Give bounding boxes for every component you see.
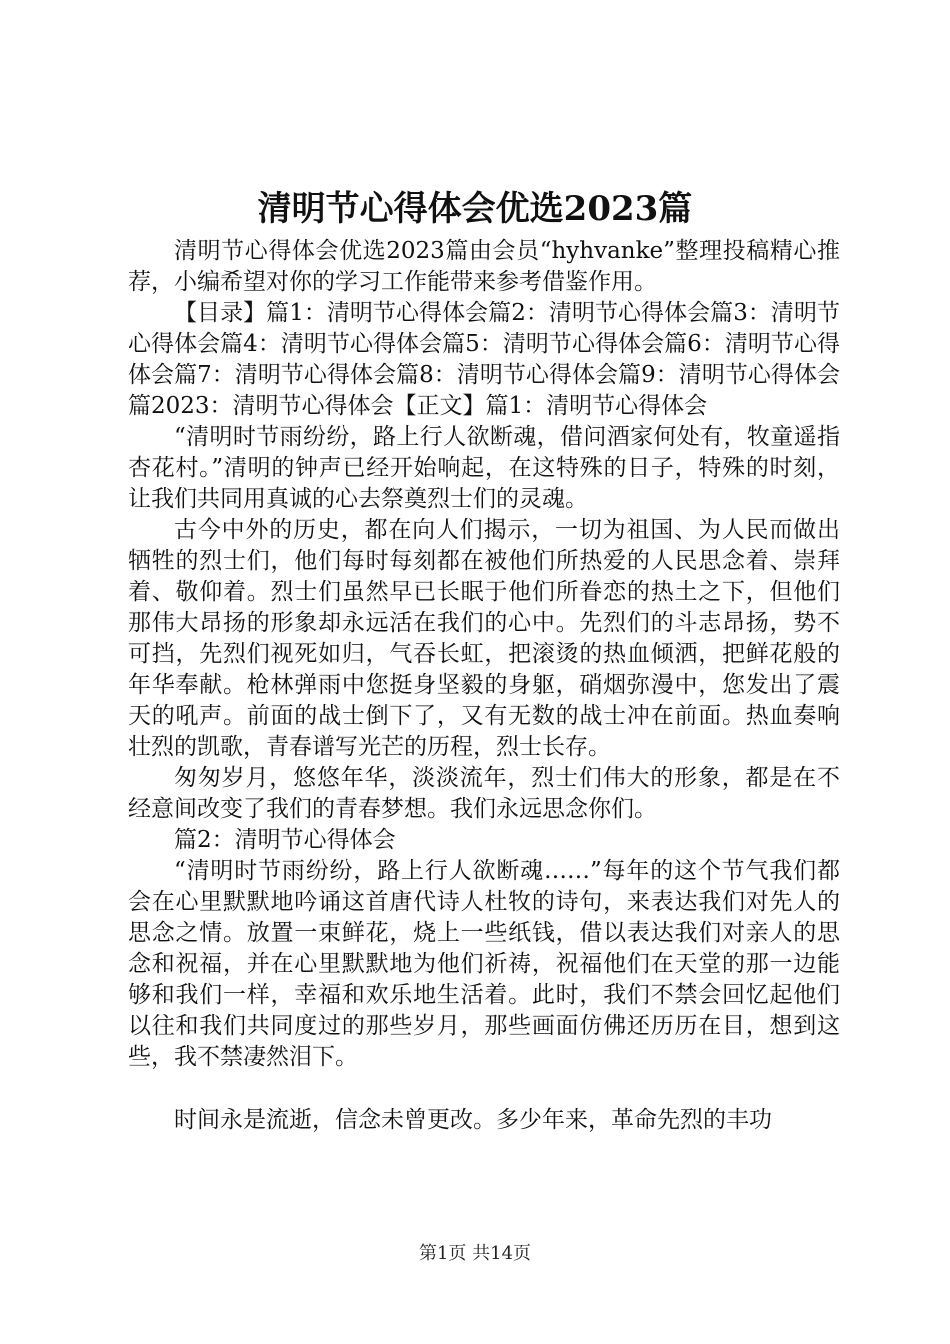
document-body: [128, 236, 840, 1136]
page-footer: 第1页 共14页: [418, 1243, 532, 1264]
body-paragraph: 匆匆岁月，悠悠年华，淡淡流年，烈士们伟大的形象，都是在不经意间改变了我们的青春梦想。我们永远思念你们。: [128, 765, 840, 822]
intro-paragraph: 清明节心得体会优选2023篇由会员“hyhvanke”整理投稿精心推荐，小编希望对你的学习工作能带来参考借鉴作用。: [128, 238, 840, 295]
body-paragraph: 古今中外的历史，都在向人们揭示，一切为祖国、为人民而做出牺牲的烈士们，他们每时每刻都在被他们所热爱的人民思念着、崇拜着、敬仰着。烈士们虽然早已长眠于他们所眷恋的热土之下，但他们那伟大昂扬的形象却永远活在我们的心中。先烈们的斗志昂扬，势不可挡，先烈们视死如归，气吞长虹，把滚烫的热血倾洒，把鲜花般的年华奉献。枪林弹雨中您挺身坚毅的身躯，硝烟弥漫中，您发出了震天的吼声。前面的战士倒下了，又有无数的战士冲在前面。热血奏响壮烈的凯歌，青春谱写光芒的历程，烈士长存。: [128, 517, 840, 760]
section-heading: 篇2：清明节心得体会: [174, 827, 396, 853]
document-title: 清明节心得体会优选2023篇: [257, 189, 693, 229]
body-paragraph: “清明时节雨纷纷，路上行人欲断魂……”每年的这个节气我们都会在心里默默地吟诵这首唐代诗人杜牧的诗句，来表达我们对先人的思念之情。放置一束鲜花，烧上一些纸钱，借以表达我们对亲人的思念和祝福，并在心里默默地为他们祈祷，祝福他们在天堂的那一边能够和我们一样，幸福和欢乐地生活着。此时，我们不禁会回忆起他们以往和我们共同度过的那些岁月，那些画面仿佛还历历在目，想到这些，我不禁凄然泪下。: [128, 858, 840, 1070]
table-of-contents-paragraph: 【目录】篇1：清明节心得体会篇2：清明节心得体会篇3：清明节心得体会篇4：清明节心得体会篇5：清明节心得体会篇6：清明节心得体会篇7：清明节心得体会篇8：清明节心得体会篇9：清明节心得体会篇2023：清明节心得体会【正文】篇1：清明节心得体会: [128, 300, 840, 419]
body-paragraph: “清明时节雨纷纷，路上行人欲断魂，借问酒家何处有，牧童遥指杏花村。”清明的钟声已经开始响起，在这特殊的日子，特殊的时刻，让我们共同用真诚的心去祭奠烈士们的灵魂。: [128, 424, 840, 512]
body-paragraph: 时间永是流逝，信念未曾更改。多少年来，革命先烈的丰功: [174, 1107, 772, 1133]
